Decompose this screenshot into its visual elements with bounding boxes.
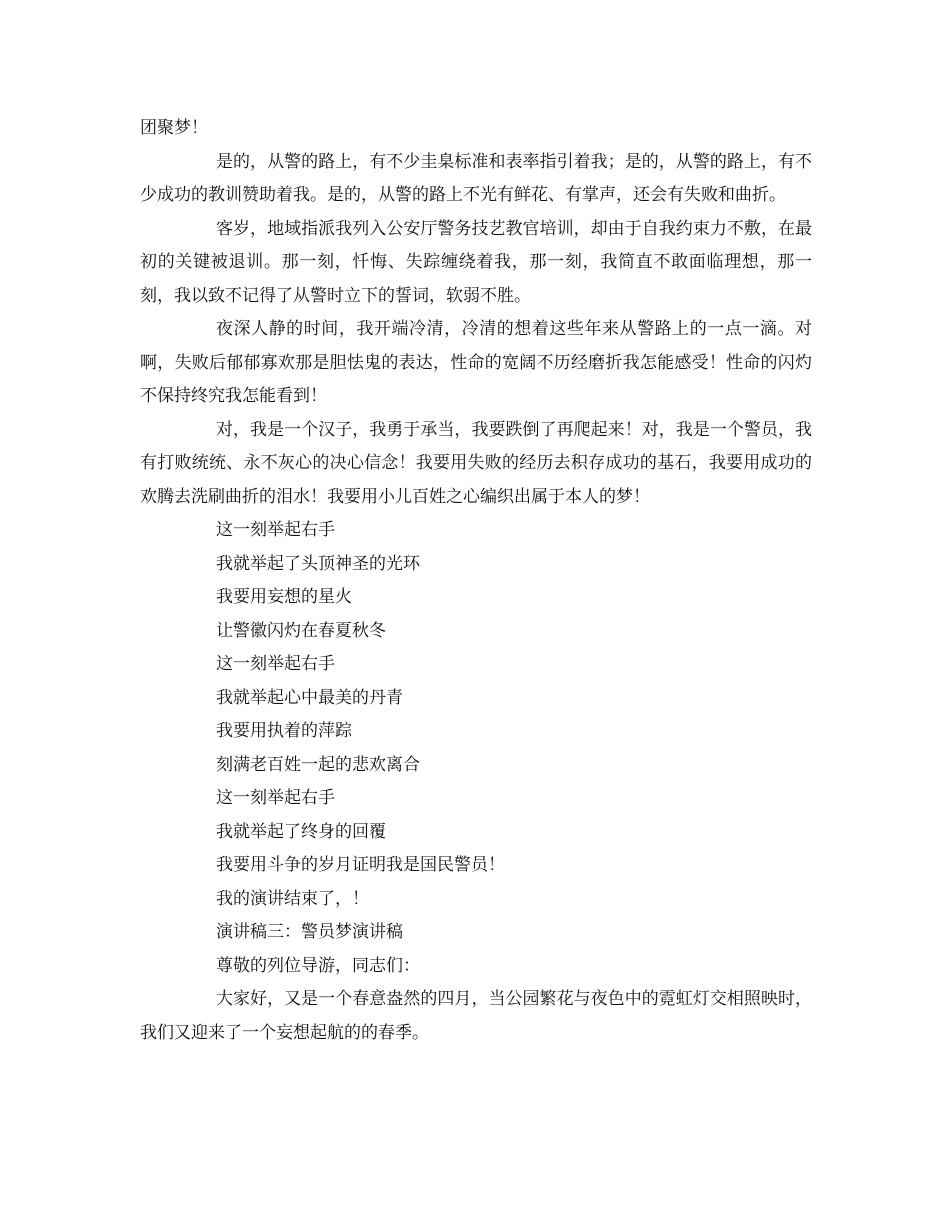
poem-line: 我要用妄想的星火	[216, 587, 352, 607]
closing-line: 我的演讲结束了，！	[216, 888, 369, 909]
poem-line: 刻满老百姓一起的悲欢离合	[216, 754, 420, 775]
section-heading: 演讲稿三：警员梦演讲稿	[216, 922, 403, 942]
paragraph: 夜深人静的时间，我开端冷清，冷清的想着这些年来从警路上的一点一滴。对啊，失败后郁郁寡欢那是胆怯鬼的表达，性命的宽阔不历经磨折我怎能感受！性命的闪灼不保持终究我怎能看到！	[140, 319, 812, 406]
paragraph: 大家好，又是一个春意盎然的四月，当公园繁花与夜色中的霓虹灯交相照映时，我们又迎来了一个妄想起航的的春季。	[140, 989, 812, 1043]
paragraph: 对，我是一个汉子，我勇于承当，我要跌倒了再爬起来！对，我是一个警员，我有打败统统、永不灰心的决心信念！我要用失败的经历去积存成功的基石，我要用成功的欢腾去洗刷曲折的泪水！我要用小儿百姓之心编织出属于本人的梦！	[140, 419, 812, 507]
poem-line: 我就举起了头顶神圣的光环	[216, 553, 420, 574]
paragraph: 客岁，地域指派我列入公安厅警务技艺教官培训，却由于自我约束力不敷，在最初的关键被退训。那一刻，忏悔、失踪缠绕着我，那一刻，我简直不敢面临理想，那一刻，我以致不记得了从警时立下的誓词，软弱不胜。	[140, 218, 812, 306]
poem-line: 这一刻举起右手	[216, 520, 335, 540]
poem-line: 这一刻举起右手	[216, 788, 335, 808]
poem-line: 让警徽闪灼在春夏秋冬	[216, 620, 386, 641]
poem-line: 我要用斗争的岁月证明我是国民警员！	[216, 855, 505, 875]
document-page	[140, 112, 812, 1050]
poem-line: 我要用执着的萍踪	[216, 721, 352, 741]
poem-line: 这一刻举起右手	[216, 654, 335, 674]
paragraph: 团聚梦！	[140, 118, 208, 138]
poem-line: 我就举起了终身的回覆	[216, 821, 386, 842]
paragraph: 是的，从警的路上，有不少圭臬标准和表率指引着我；是的，从警的路上，有不少成功的教训赞助着我。是的，从警的路上不光有鲜花、有掌声，还会有失败和曲折。	[140, 151, 812, 205]
salutation: 尊敬的列位导游，同志们：	[216, 955, 420, 976]
poem-line: 我就举起心中最美的丹青	[216, 687, 403, 708]
